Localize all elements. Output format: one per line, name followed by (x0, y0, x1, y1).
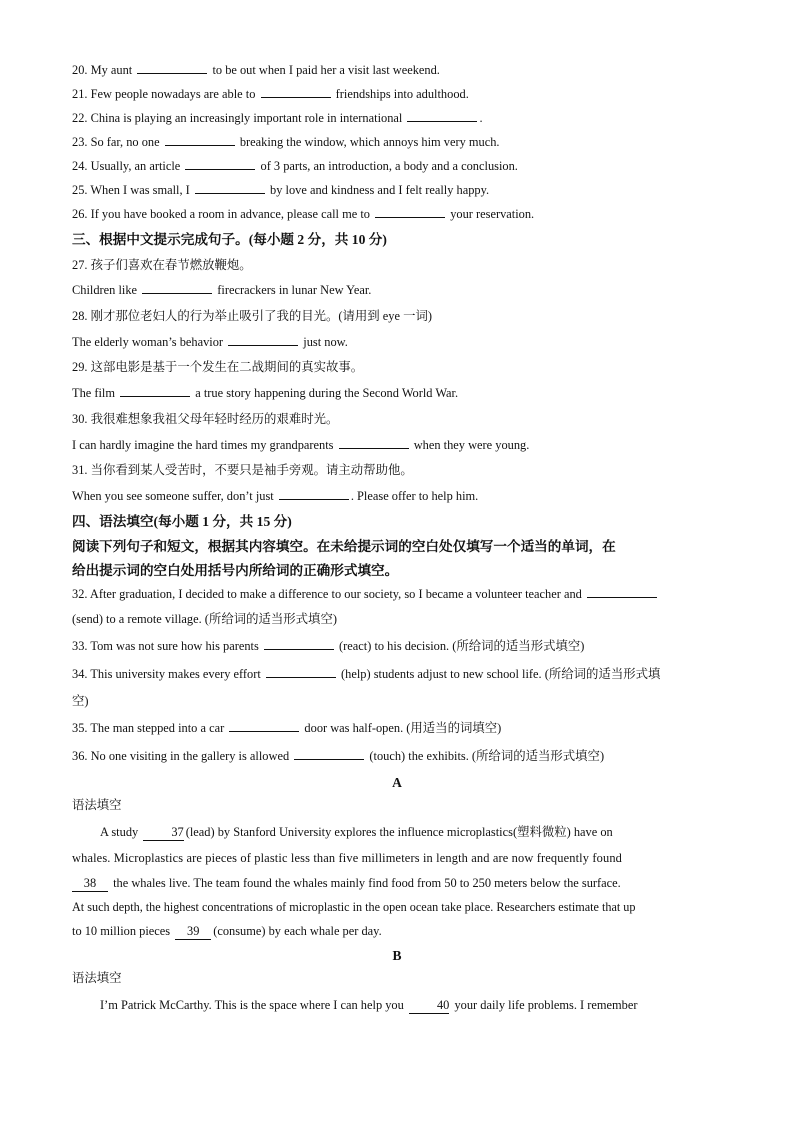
question-24-text-start: 24. Usually, an article (72, 159, 181, 173)
question-27 (72, 282, 724, 298)
answer-blank-26[interactable] (375, 206, 445, 218)
question-29-text-end: a true story happening during the Second World War. (195, 386, 459, 400)
answer-blank-23[interactable] (165, 134, 235, 146)
question-25-text-end: by love and kindness and I felt really happy. (270, 183, 490, 197)
question-28 (72, 334, 724, 350)
passage-a-line-2: whales. Microplastics are pieces of plastic less than five millimeters in length and are now frequently found (72, 851, 623, 865)
answer-blank-38[interactable]: 38 (72, 875, 108, 892)
passage-a-line-1 (72, 824, 724, 841)
question-32 (72, 586, 724, 602)
passage-a-line-5 (72, 923, 724, 940)
passage-a-line-5-start: to 10 million pieces (72, 924, 171, 938)
question-29-chinese: 29. 这部电影是基于一个发生在二战期间的真实故事。 (72, 360, 364, 374)
question-21 (72, 86, 724, 102)
question-34-text-start: 34. This university makes every effort (72, 667, 261, 681)
question-27-text-end: firecrackers in lunar New Year. (217, 283, 372, 297)
question-24-text-end: of 3 parts, an introduction, a body and a conclusion. (260, 159, 518, 173)
answer-blank-25[interactable] (195, 182, 265, 194)
answer-blank-33[interactable] (264, 638, 334, 650)
question-26-text-start: 26. If you have booked a room in advance, please call me to (72, 207, 370, 221)
section-4-instructions-line-2: 给出提示词的空白处用括号内所给词的正确形式填空。 (72, 563, 399, 578)
answer-blank-27[interactable] (142, 282, 212, 294)
answer-blank-37[interactable]: 37 (143, 824, 183, 841)
question-32-text-start: 32. After graduation, I decided to make a difference to our society, so I became a volunteer teacher and (72, 587, 582, 601)
question-36-text-start: 36. No one visiting in the gallery is allowed (72, 749, 290, 763)
section-4-instructions-line-1: 阅读下列句子和短文，根据其内容填空。在未给提示词的空白处仅填写一个适当的单词，在 (72, 539, 616, 554)
question-31-text-end: . Please offer to help him. (350, 489, 479, 503)
question-27-chinese: 27. 孩子们喜欢在春节燃放鞭炮。 (72, 258, 252, 272)
answer-blank-32[interactable] (587, 586, 657, 598)
question-30-text-start: I can hardly imagine the hard times my grandparents (72, 438, 334, 452)
passage-a-line-5-end: (consume) by each whale per day. (213, 924, 382, 938)
passage-b-line-1 (72, 997, 724, 1014)
question-31 (72, 488, 724, 504)
question-31-chinese: 31. 当你看到某人受苦时，不要只是袖手旁观。请主动帮助他。 (72, 463, 413, 477)
passage-a-line-3-end: the whales live. The team found the whales mainly find food from 50 to 250 meters below the surface. (113, 876, 621, 890)
answer-blank-24[interactable] (185, 158, 255, 170)
passage-b-label: 语法填空 (72, 971, 122, 985)
question-22 (72, 110, 724, 126)
question-36-text-end: (touch) the exhibits. (所给词的适当形式填空) (369, 749, 605, 763)
question-30-text-end: when they were young. (413, 438, 530, 452)
passage-a-label: 语法填空 (72, 798, 122, 812)
question-21-text-start: 21. Few people nowadays are able to (72, 87, 256, 101)
question-35-text-start: 35. The man stepped into a car (72, 721, 225, 735)
passage-a-line-4: At such depth, the highest concentrations of microplastic in the open ocean take place. Researchers estimate that up (72, 900, 636, 914)
question-28-text-end: just now. (303, 335, 348, 349)
question-34 (72, 666, 724, 682)
question-26-text-end: your reservation. (450, 207, 535, 221)
question-24 (72, 158, 724, 174)
answer-blank-29[interactable] (120, 385, 190, 397)
question-34-text-end: (help) students adjust to new school life. (所给词的适当形式填 (341, 667, 661, 681)
passage-b-heading: B (392, 948, 402, 963)
answer-blank-36[interactable] (294, 748, 364, 760)
answer-blank-31[interactable] (279, 488, 349, 500)
question-25-text-start: 25. When I was small, I (72, 183, 190, 197)
question-23 (72, 134, 724, 150)
question-30-chinese: 30. 我很难想象我祖父母年轻时经历的艰难时光。 (72, 412, 339, 426)
passage-a-line-3 (72, 875, 724, 892)
question-20-text-start: 20. My aunt (72, 63, 133, 77)
question-35 (72, 720, 724, 736)
question-34-continued: 空) (72, 694, 89, 708)
question-29 (72, 385, 724, 401)
question-28-text-start: The elderly woman’s behavior (72, 335, 224, 349)
answer-blank-35[interactable] (229, 720, 299, 732)
question-25 (72, 182, 724, 198)
question-22-text-end: . (479, 111, 483, 125)
question-23-text-start: 23. So far, no one (72, 135, 160, 149)
question-33 (72, 638, 724, 654)
section-4-title: 四、语法填空(每小题 1 分，共 15 分) (72, 514, 292, 529)
answer-blank-34[interactable] (266, 666, 336, 678)
answer-blank-39[interactable]: 39 (175, 923, 211, 940)
answer-blank-40[interactable]: 40 (409, 997, 449, 1014)
answer-blank-20[interactable] (137, 62, 207, 74)
question-33-text-end: (react) to his decision. (所给词的适当形式填空) (339, 639, 585, 653)
question-27-text-start: Children like (72, 283, 138, 297)
section-3-title: 三、根据中文提示完成句子。(每小题 2 分，共 10 分) (72, 232, 387, 247)
question-32-continued: (send) to a remote village. (所给词的适当形式填空) (72, 612, 337, 626)
passage-a-line-1-start: A study (100, 825, 139, 839)
question-35-text-end: door was half-open. (用适当的词填空) (304, 721, 502, 735)
question-22-text-start: 22. China is playing an increasingly important role in international (72, 111, 403, 125)
question-20 (72, 62, 724, 78)
passage-a-heading: A (392, 775, 402, 790)
question-29-text-start: The film (72, 386, 116, 400)
passage-b-line-1-end: your daily life problems. I remember (454, 998, 638, 1012)
question-23-text-end: breaking the window, which annoys him very much. (239, 135, 500, 149)
question-30 (72, 437, 724, 453)
passage-b-line-1-start: I’m Patrick McCarthy. This is the space where I can help you (100, 998, 404, 1012)
question-36 (72, 748, 724, 764)
question-33-text-start: 33. Tom was not sure how his parents (72, 639, 259, 653)
passage-a-line-1-end: (lead) by Stanford University explores the influence microplastics(塑料微粒) have on (185, 825, 613, 839)
answer-blank-21[interactable] (261, 86, 331, 98)
question-28-chinese: 28. 刚才那位老妇人的行为举止吸引了我的目光。(请用到 eye 一词) (72, 309, 432, 323)
answer-blank-22[interactable] (407, 110, 477, 122)
question-21-text-end: friendships into adulthood. (335, 87, 469, 101)
question-31-text-start: When you see someone suffer, don’t just (72, 489, 274, 503)
question-26 (72, 206, 724, 222)
answer-blank-30[interactable] (339, 437, 409, 449)
question-20-text-end: to be out when I paid her a visit last weekend. (212, 63, 440, 77)
answer-blank-28[interactable] (228, 334, 298, 346)
